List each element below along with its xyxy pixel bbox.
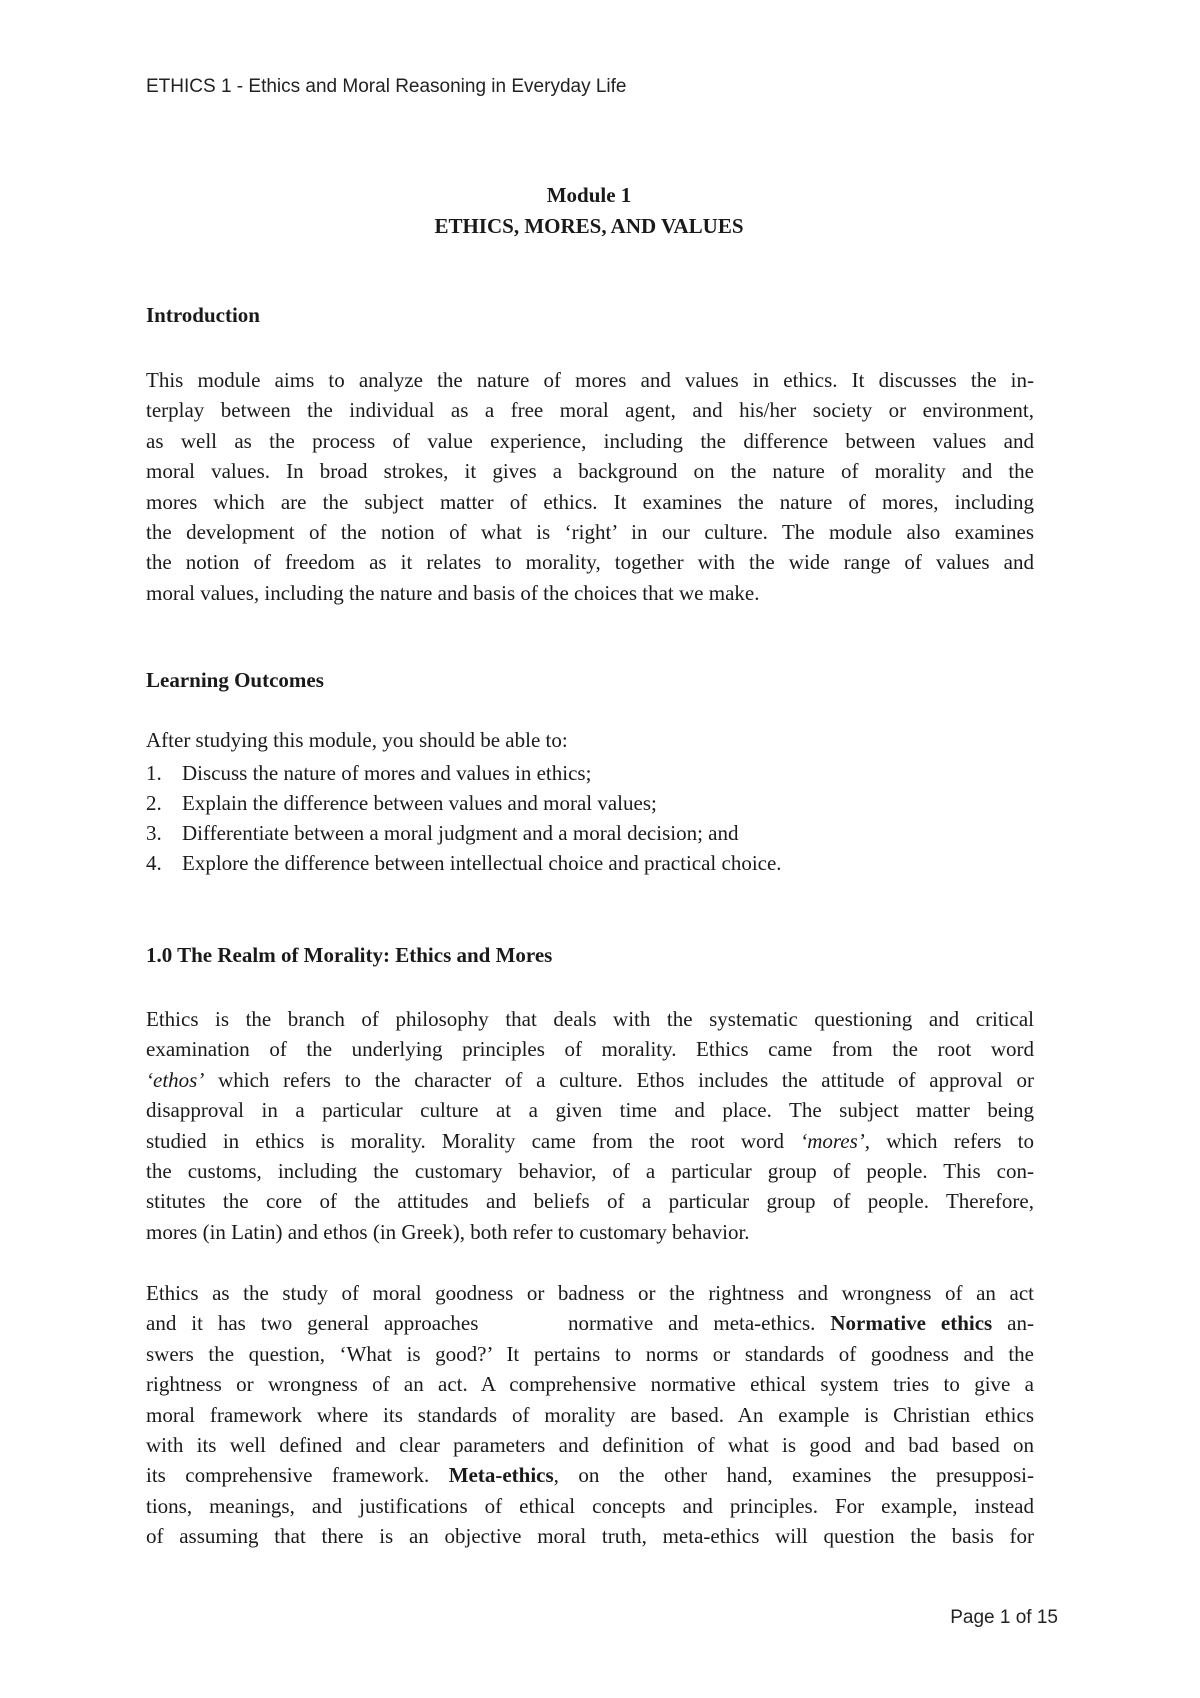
page-number: Page 1 of 15 [950,1607,1058,1628]
list-item [146,818,782,848]
text-line: as well as the process of value experience, including the difference between values and [146,428,1034,453]
learning-outcomes-list [146,758,782,878]
section-paragraph-2 [146,1278,1034,1552]
list-item [146,848,782,878]
text-line [146,1308,1034,1338]
text-line: the development of the notion of what is ‘right’ in our culture. The module also examines [146,520,1034,545]
introduction-paragraph [146,365,1034,608]
list-text: Discuss the nature of mores and values in ethics; [182,761,592,785]
list-number: 2. [146,791,162,815]
text-line: disapproval in a particular culture at a given time and place. The subject matter being [146,1098,1034,1123]
text-line: examination of the underlying principles of morality. Ethics came from the root word [146,1037,1034,1062]
italic-term: ‘ethos’ [146,1067,205,1092]
section-heading: 1.0 The Realm of Morality: Ethics and Mores [146,943,553,967]
text-line: of assuming that there is an objective moral truth, meta-ethics will question the basis for [146,1524,1034,1549]
text-line: mores which are the subject matter of ethics. It examines the nature of mores, including [146,489,1034,514]
text-line: moral values, including the nature and basis of the choices that we make. [146,580,760,605]
text-line: mores (in Latin) and ethos (in Greek), both refer to customary behavior. [146,1219,750,1244]
text-run: an- [992,1311,1034,1336]
text-run: which refers to [870,1128,1034,1153]
italic-term: ‘mores’, [800,1128,871,1153]
list-text: Differentiate between a moral judgment and a moral decision; and [182,821,739,845]
text-line [146,1065,1034,1095]
text-line: moral framework where its standards of morality are based. An example is Christian ethics [146,1402,1034,1427]
running-header: ETHICS 1 - Ethics and Moral Reasoning in Everyday Life [146,76,627,97]
text-run: its comprehensive framework. [146,1463,449,1488]
list-number: 1. [146,761,162,785]
text-line: stitutes the core of the attitudes and beliefs of a particular group of people. Therefore, [146,1189,1034,1214]
title-block [146,180,1032,242]
text-line: Ethics is the branch of philosophy that deals with the systematic questioning and critical [146,1007,1034,1031]
bold-term: Normative ethics [830,1311,993,1336]
introduction-heading: Introduction [146,303,260,327]
text-line: tions, meanings, and justifications of ethical concepts and principles. For example, instead [146,1493,1034,1518]
text-line: terplay between the individual as a free moral agent, and his/her society or environment, [146,398,1034,423]
list-number: 3. [146,821,162,845]
module-title: ETHICS, MORES, AND VALUES [434,214,744,238]
text-run: studied in ethics is morality. Morality came from the root word [146,1128,801,1153]
learning-outcomes-intro: After studying this module, you should be able to: [146,728,568,752]
text-line: rightness or wrongness of an act. A comprehensive normative ethical system tries to give a [146,1372,1034,1397]
text-line: swers the question, ‘What is good?’ It pertains to norms or standards of goodness and the [146,1341,1034,1366]
list-number: 4. [146,851,162,875]
text-line: with its well defined and clear parameters and definition of what is good and bad based on [146,1433,1034,1458]
text-line [146,1460,1034,1490]
bold-term: Meta-ethics [448,1463,554,1488]
module-number: Module 1 [546,183,632,207]
list-text: Explain the difference between values and moral values; [182,791,657,815]
text-run: , on the other hand, examines the presupposi- [553,1463,1034,1488]
list-item [146,788,782,818]
text-run: which refers to the character of a culture. Ethos includes the attitude of approval or [204,1067,1034,1092]
list-item [146,758,782,788]
text-run: and it has two general approaches normative and meta-ethics. [146,1311,831,1336]
learning-outcomes-heading: Learning Outcomes [146,668,324,692]
text-line: the customs, including the customary behavior, of a particular group of people. This con- [146,1159,1034,1184]
text-line: This module aims to analyze the nature of mores and values in ethics. It discusses the in- [146,368,1034,392]
text-line: the notion of freedom as it relates to morality, together with the wide range of values and [146,550,1034,575]
text-line: Ethics as the study of moral goodness or badness or the rightness and wrongness of an act [146,1281,1034,1305]
text-line: moral values. In broad strokes, it gives a background on the nature of morality and the [146,459,1034,484]
section-paragraph-1 [146,1004,1034,1247]
text-line [146,1126,1034,1156]
list-text: Explore the difference between intellectual choice and practical choice. [182,851,782,875]
